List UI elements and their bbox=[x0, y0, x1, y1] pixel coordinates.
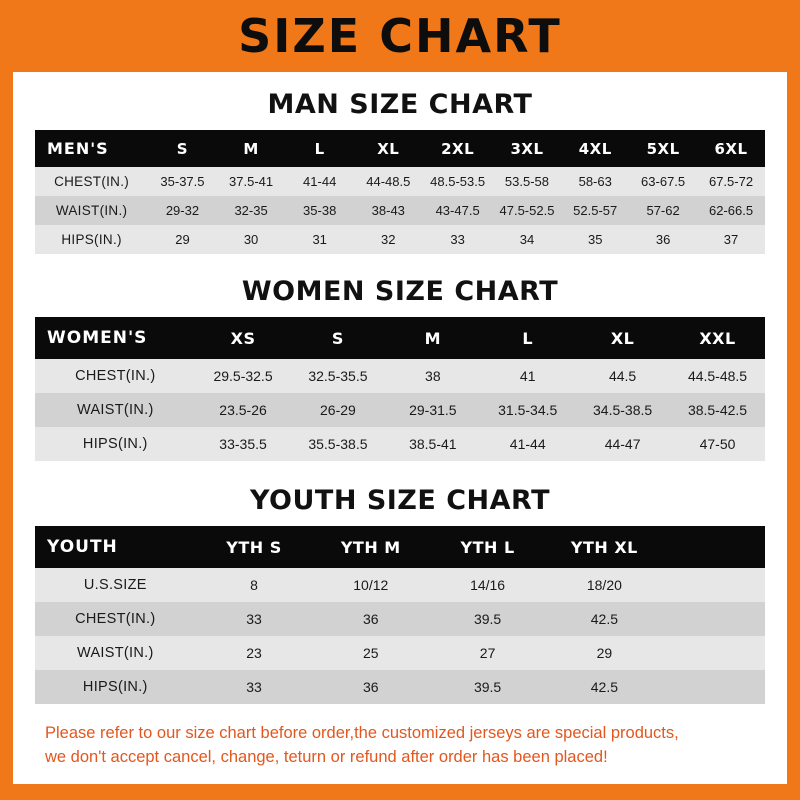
table-header-row bbox=[35, 526, 765, 568]
cell: 37 bbox=[697, 225, 765, 254]
col-header: YOUTH bbox=[35, 526, 196, 568]
col-header: L bbox=[285, 130, 354, 167]
cell: 29-31.5 bbox=[385, 393, 480, 427]
cell: 35-38 bbox=[285, 196, 354, 225]
table-row bbox=[35, 427, 765, 461]
col-header: M bbox=[385, 317, 480, 359]
table-row bbox=[35, 393, 765, 427]
cell: 39.5 bbox=[429, 602, 546, 636]
man-size-table bbox=[35, 130, 765, 254]
cell: 33 bbox=[196, 670, 313, 704]
cell: 32.5-35.5 bbox=[290, 359, 385, 393]
cell-empty bbox=[663, 568, 765, 602]
cell: 14/16 bbox=[429, 568, 546, 602]
cell: 23 bbox=[196, 636, 313, 670]
content-area bbox=[13, 89, 787, 770]
col-header: S bbox=[290, 317, 385, 359]
cell: 29 bbox=[546, 636, 663, 670]
notice-line-1: Please refer to our size chart before order,the customized jerseys are special products, bbox=[45, 724, 679, 742]
cell: 33 bbox=[423, 225, 493, 254]
col-header: S bbox=[148, 130, 217, 167]
cell: 44-48.5 bbox=[354, 167, 423, 196]
table-row bbox=[35, 196, 765, 225]
cell: 63-67.5 bbox=[629, 167, 697, 196]
youth-section-title: YOUTH SIZE CHART bbox=[249, 485, 551, 516]
cell: 29-32 bbox=[148, 196, 217, 225]
cell: 35 bbox=[561, 225, 629, 254]
cell: 67.5-72 bbox=[697, 167, 765, 196]
cell-empty bbox=[663, 602, 765, 636]
cell: 36 bbox=[312, 670, 429, 704]
cell: 41 bbox=[480, 359, 575, 393]
cell: 8 bbox=[196, 568, 313, 602]
col-header: 4XL bbox=[561, 130, 629, 167]
cell: 58-63 bbox=[561, 167, 629, 196]
col-header: WOMEN'S bbox=[35, 317, 196, 359]
women-section-title: WOMEN SIZE CHART bbox=[241, 276, 559, 307]
row-label: WAIST(IN.) bbox=[35, 636, 196, 670]
col-header: M bbox=[217, 130, 286, 167]
cell: 38-43 bbox=[354, 196, 423, 225]
cell: 10/12 bbox=[312, 568, 429, 602]
cell: 32-35 bbox=[217, 196, 286, 225]
table-row bbox=[35, 636, 765, 670]
table-row bbox=[35, 359, 765, 393]
cell: 62-66.5 bbox=[697, 196, 765, 225]
col-header: 6XL bbox=[697, 130, 765, 167]
row-label: WAIST(IN.) bbox=[35, 196, 148, 225]
cell: 35-37.5 bbox=[148, 167, 217, 196]
col-header: 2XL bbox=[423, 130, 493, 167]
cell: 48.5-53.5 bbox=[423, 167, 493, 196]
cell: 27 bbox=[429, 636, 546, 670]
col-header: MEN'S bbox=[35, 130, 148, 167]
cell: 25 bbox=[312, 636, 429, 670]
cell: 34 bbox=[493, 225, 562, 254]
cell: 29.5-32.5 bbox=[196, 359, 291, 393]
youth-size-table bbox=[35, 526, 765, 704]
cell: 44.5 bbox=[575, 359, 670, 393]
col-header: YTH XL bbox=[546, 526, 663, 568]
col-header: XL bbox=[575, 317, 670, 359]
row-label: HIPS(IN.) bbox=[35, 225, 148, 254]
header-banner bbox=[13, 0, 787, 72]
cell: 44-47 bbox=[575, 427, 670, 461]
cell: 41-44 bbox=[285, 167, 354, 196]
col-header: L bbox=[480, 317, 575, 359]
cell: 31 bbox=[285, 225, 354, 254]
cell: 47.5-52.5 bbox=[493, 196, 562, 225]
cell: 26-29 bbox=[290, 393, 385, 427]
cell: 47-50 bbox=[670, 427, 765, 461]
row-label: U.S.SIZE bbox=[35, 568, 196, 602]
notice-line-2: we don't accept cancel, change, teturn or refund after order has been placed! bbox=[45, 747, 608, 766]
cell-empty bbox=[663, 636, 765, 670]
row-label: HIPS(IN.) bbox=[35, 427, 196, 461]
cell: 18/20 bbox=[546, 568, 663, 602]
cell: 53.5-58 bbox=[493, 167, 562, 196]
cell: 33-35.5 bbox=[196, 427, 291, 461]
cell: 44.5-48.5 bbox=[670, 359, 765, 393]
table-row bbox=[35, 670, 765, 704]
order-notice bbox=[45, 722, 755, 770]
col-header: YTH S bbox=[196, 526, 313, 568]
cell: 37.5-41 bbox=[217, 167, 286, 196]
row-label: CHEST(IN.) bbox=[35, 602, 196, 636]
col-header: XS bbox=[196, 317, 291, 359]
col-header: XL bbox=[354, 130, 423, 167]
footer-bar bbox=[13, 784, 787, 800]
cell: 43-47.5 bbox=[423, 196, 493, 225]
table-header-row bbox=[35, 130, 765, 167]
page-title: SIZE CHART bbox=[238, 9, 562, 63]
col-header: YTH M bbox=[312, 526, 429, 568]
cell: 52.5-57 bbox=[561, 196, 629, 225]
cell: 39.5 bbox=[429, 670, 546, 704]
col-header-empty bbox=[663, 526, 765, 568]
cell: 23.5-26 bbox=[196, 393, 291, 427]
cell: 36 bbox=[312, 602, 429, 636]
cell: 34.5-38.5 bbox=[575, 393, 670, 427]
row-label: HIPS(IN.) bbox=[35, 670, 196, 704]
cell: 38.5-41 bbox=[385, 427, 480, 461]
col-header: XXL bbox=[670, 317, 765, 359]
cell: 31.5-34.5 bbox=[480, 393, 575, 427]
cell: 33 bbox=[196, 602, 313, 636]
man-section-title: MAN SIZE CHART bbox=[267, 89, 533, 120]
cell: 29 bbox=[148, 225, 217, 254]
cell: 57-62 bbox=[629, 196, 697, 225]
col-header: YTH L bbox=[429, 526, 546, 568]
table-row bbox=[35, 602, 765, 636]
cell: 41-44 bbox=[480, 427, 575, 461]
table-header-row bbox=[35, 317, 765, 359]
cell: 36 bbox=[629, 225, 697, 254]
women-size-table bbox=[35, 317, 765, 461]
cell: 35.5-38.5 bbox=[290, 427, 385, 461]
table-row bbox=[35, 167, 765, 196]
cell: 38.5-42.5 bbox=[670, 393, 765, 427]
col-header: 3XL bbox=[493, 130, 562, 167]
table-row bbox=[35, 568, 765, 602]
row-label: CHEST(IN.) bbox=[35, 359, 196, 393]
row-label: CHEST(IN.) bbox=[35, 167, 148, 196]
row-label: WAIST(IN.) bbox=[35, 393, 196, 427]
cell: 42.5 bbox=[546, 602, 663, 636]
cell-empty bbox=[663, 670, 765, 704]
table-row bbox=[35, 225, 765, 254]
cell: 30 bbox=[217, 225, 286, 254]
cell: 42.5 bbox=[546, 670, 663, 704]
cell: 38 bbox=[385, 359, 480, 393]
col-header: 5XL bbox=[629, 130, 697, 167]
cell: 32 bbox=[354, 225, 423, 254]
